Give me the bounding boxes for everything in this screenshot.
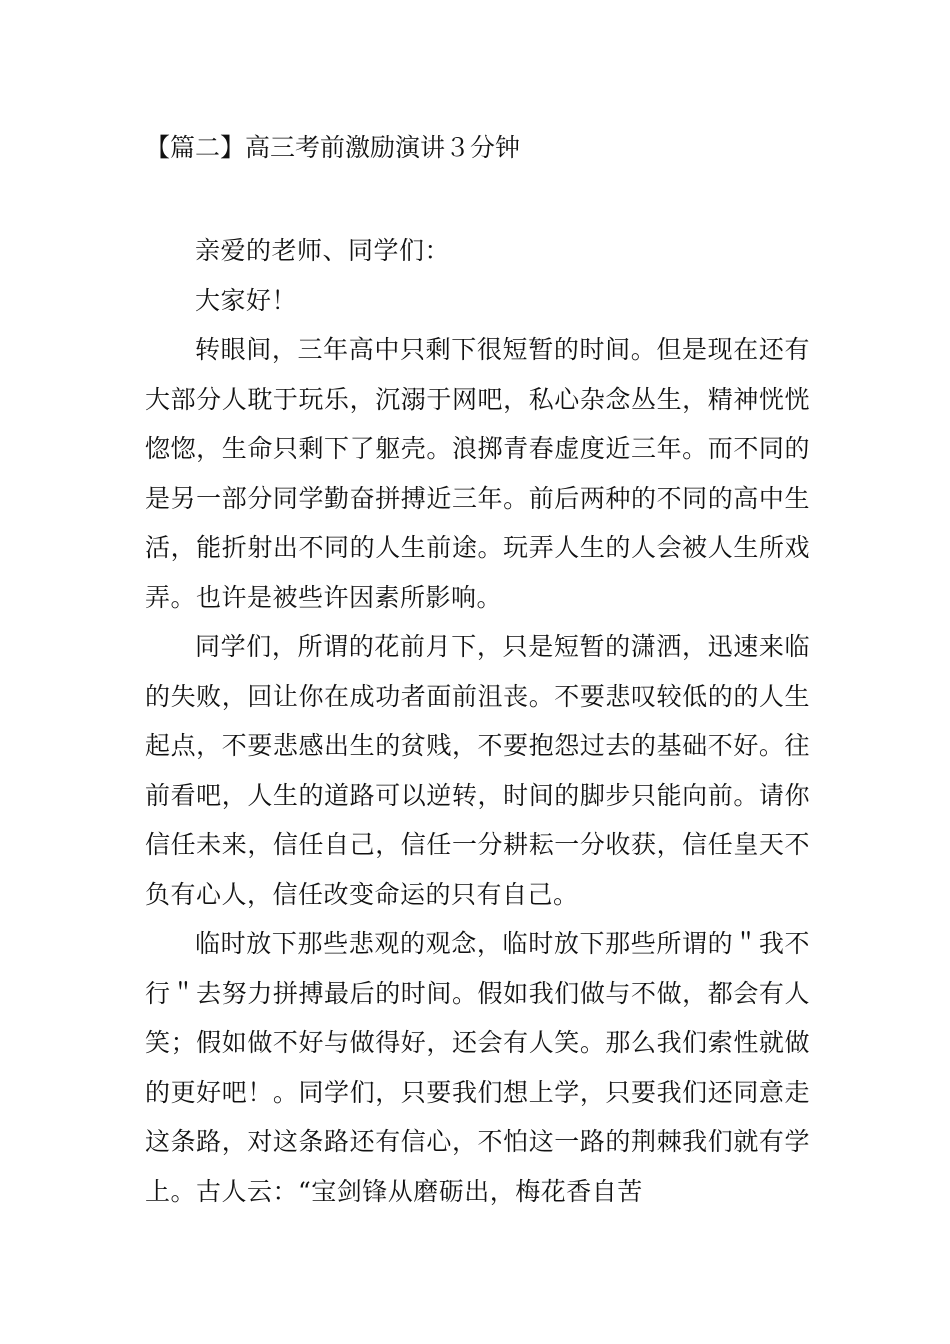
- body-paragraph-2: 同学们，所谓的花前月下，只是短暂的潇洒，迅速来临的失败，回让你在成功者面前沮丧。不要悲叹较低的的人生起点，不要悲感出生的贫贱，不要抱怨过去的基础不好。往前看吧，人生的道路可以逆转，时间的脚步只能向前。请你信任未来，信任自己，信任一分耕耘一分收获，信任皇天不负有心人，信任改变命运的只有自己。: [145, 632, 810, 909]
- document-title: 【篇二】高三考前激励演讲３分钟: [145, 133, 521, 162]
- document-body: [145, 226, 810, 1216]
- greeting-paragraph: 大家好！: [195, 285, 298, 315]
- body-paragraph-3: 临时放下那些悲观的观念，临时放下那些所谓的＂我不行＂去努力拼搏最后的时间。假如我们做与不做，都会有人笑；假如做不好与做得好，还会有人笑。那么我们索性就做的更好吧！。同学们，只要我们想上学，只要我们还同意走这条路，对这条路还有信心，不怕这一路的荆棘我们就有学上。古人云：“宝剑锋从磨砺出，梅花香自苦: [145, 929, 810, 1206]
- body-paragraph-1: 转眼间，三年高中只剩下很短暂的时间。但是现在还有大部分人耽于玩乐，沉溺于网吧，私心杂念丛生，精神恍恍惚惚，生命只剩下了躯壳。浪掷青春虚度近三年。而不同的是另一部分同学勤奋拼搏近三年。前后两种的不同的高中生活，能折射出不同的人生前途。玩弄人生的人会被人生所戏弄。也许是被些许因素所影响。: [145, 335, 810, 612]
- salutation-paragraph: 亲爱的老师、同学们：: [195, 236, 451, 265]
